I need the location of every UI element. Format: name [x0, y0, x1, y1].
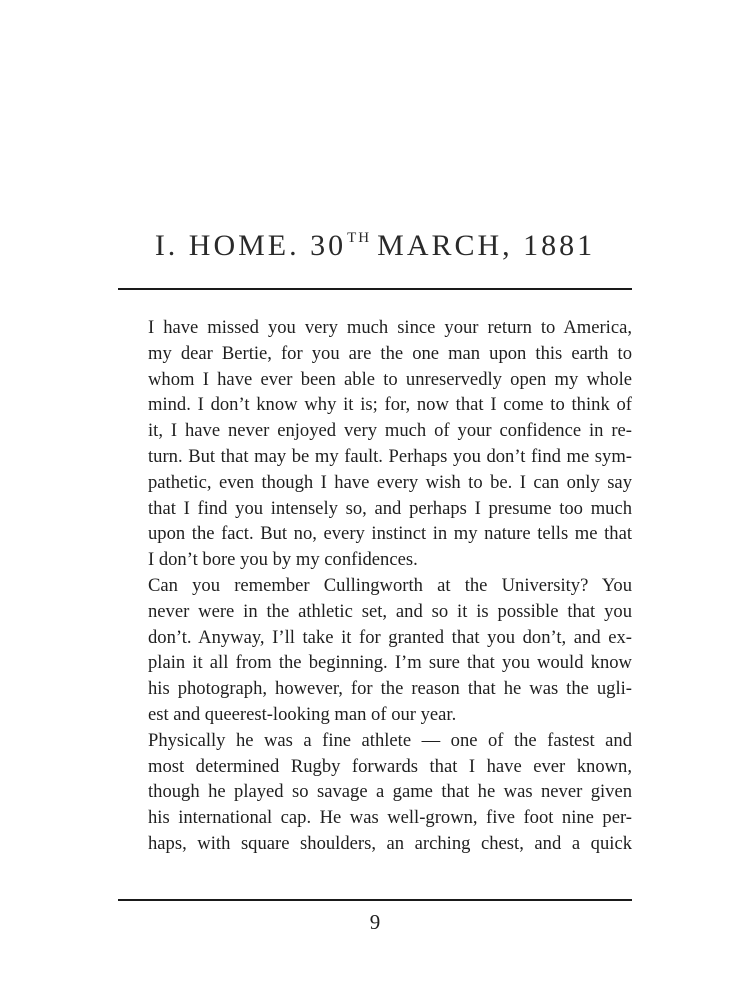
chapter-date-rest: MARCH, 1881	[377, 229, 596, 262]
footer-divider	[118, 899, 632, 901]
text-line: pathetic, even though I have every wish to be. I can only say	[148, 471, 632, 493]
text-line: turn. But that may be my fault. Perhaps you don’t find me sym-	[148, 445, 632, 467]
text-line: though he played so savage a game that he was never given	[148, 781, 632, 803]
heading-divider	[118, 288, 632, 290]
text-line: Can you remember Cullingworth at the University? You	[148, 574, 632, 596]
text-line: don’t. Anyway, I’ll take it for granted that you don’t, and ex-	[148, 626, 632, 648]
chapter-date-ordinal: TH	[347, 230, 372, 246]
text-line: I have missed you very much since your return to America,	[148, 317, 632, 338]
text-line: plain it all from the beginning. I’m sure that you would know	[148, 652, 632, 674]
chapter-title-main: I. HOME. 30	[154, 229, 347, 262]
text-line: mind. I don’t know why it is; for, now that I come to think of	[148, 394, 632, 416]
text-line: whom I have ever been able to unreservedly open my whole	[148, 368, 632, 390]
paragraph-2	[118, 573, 632, 728]
text-line: upon the fact. But no, every instinct in my nature tells me that	[148, 523, 632, 545]
text-line: his photograph, however, for the reason that he was the ugli-	[148, 678, 632, 700]
paragraph-1	[118, 315, 632, 573]
text-line: most determined Rugby forwards that I have ever known,	[148, 755, 632, 777]
chapter-heading	[118, 231, 632, 261]
body-text	[118, 315, 632, 857]
text-line: I don’t bore you by my confidences.	[148, 549, 418, 571]
paragraph-3	[118, 728, 632, 857]
text-line: that I find you intensely so, and perhaps I presume too much	[148, 497, 632, 519]
text-line: my dear Bertie, for you are the one man upon this earth to	[148, 342, 632, 364]
text-line: his international cap. He was well-grown, five foot nine per-	[148, 807, 632, 829]
text-line: never were in the athletic set, and so it is possible that you	[148, 600, 632, 622]
text-line: it, I have never enjoyed very much of your confidence in re-	[148, 420, 632, 442]
text-line: Physically he was a fine athlete — one of the fastest and	[148, 729, 632, 751]
page-number: 9	[369, 910, 381, 934]
text-line: est and queerest-looking man of our year.	[148, 703, 457, 725]
text-line: haps, with square shoulders, an arching chest, and a quick	[148, 832, 632, 854]
